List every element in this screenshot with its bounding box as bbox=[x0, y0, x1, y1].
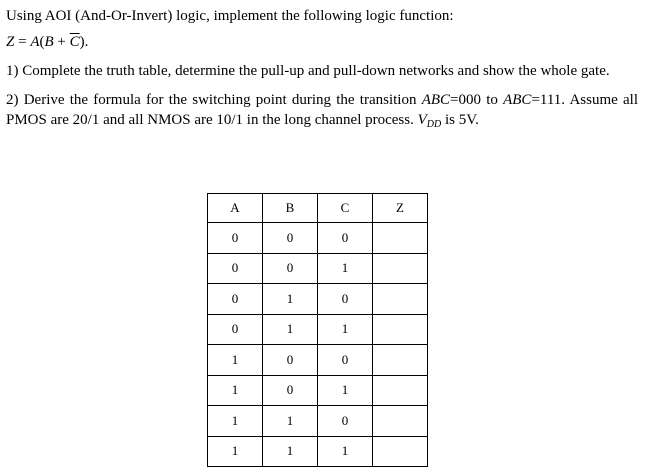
truth-table-header-row bbox=[208, 194, 428, 223]
item-2-part3: is 5V. bbox=[441, 112, 479, 128]
cell-b: 1 bbox=[263, 406, 318, 437]
intro-text: Using AOI (And-Or-Invert) logic, implement the following logic function: bbox=[6, 8, 454, 24]
formula-a: A bbox=[30, 34, 40, 50]
item-2-text bbox=[6, 90, 638, 135]
truth-table bbox=[207, 193, 428, 467]
cell-c: 1 bbox=[318, 375, 373, 406]
logic-formula bbox=[6, 32, 638, 52]
table-row bbox=[208, 253, 428, 284]
cell-a: 1 bbox=[208, 375, 263, 406]
vdd-symbol: V bbox=[417, 112, 427, 128]
cell-b: 1 bbox=[263, 284, 318, 315]
formula-plus: + bbox=[53, 34, 70, 50]
table-row bbox=[208, 314, 428, 345]
table-row bbox=[208, 284, 428, 315]
cell-z[interactable] bbox=[373, 253, 428, 284]
table-row bbox=[208, 406, 428, 437]
cell-b: 0 bbox=[263, 375, 318, 406]
table-row bbox=[208, 223, 428, 254]
cell-a: 0 bbox=[208, 284, 263, 315]
item-2-abc1: ABC bbox=[421, 92, 451, 108]
formula-b: B bbox=[44, 34, 54, 50]
document bbox=[6, 6, 638, 144]
cell-a: 1 bbox=[208, 345, 263, 376]
table-row bbox=[208, 375, 428, 406]
cell-c: 1 bbox=[318, 253, 373, 284]
cell-z[interactable] bbox=[373, 406, 428, 437]
item-2-val1: =000 to bbox=[450, 92, 504, 108]
cell-c: 1 bbox=[318, 314, 373, 345]
cell-z[interactable] bbox=[373, 375, 428, 406]
cell-z[interactable] bbox=[373, 223, 428, 254]
formula-eq: = bbox=[14, 34, 31, 50]
cell-z[interactable] bbox=[373, 314, 428, 345]
item-2-val2: =111. Assume all PMOS are 20/1 and all NMOS are 10/1 in the long channel process. bbox=[6, 92, 638, 128]
cell-z[interactable] bbox=[373, 345, 428, 376]
header-b: B bbox=[263, 194, 318, 223]
cell-a: 0 bbox=[208, 314, 263, 345]
formula-open: ( bbox=[39, 34, 45, 50]
table-row bbox=[208, 345, 428, 376]
cell-b: 0 bbox=[263, 223, 318, 254]
cell-a: 0 bbox=[208, 223, 263, 254]
cell-b: 0 bbox=[263, 345, 318, 376]
header-c: C bbox=[318, 194, 373, 223]
header-z: Z bbox=[373, 194, 428, 223]
cell-a: 1 bbox=[208, 436, 263, 467]
cell-c: 0 bbox=[318, 223, 373, 254]
cell-c: 0 bbox=[318, 406, 373, 437]
cell-z[interactable] bbox=[373, 284, 428, 315]
cell-a: 1 bbox=[208, 406, 263, 437]
formula-c-bar: $\overline{C}$ bbox=[69, 34, 80, 50]
cell-c: 0 bbox=[318, 284, 373, 315]
cell-b: 1 bbox=[263, 436, 318, 467]
item-2-part1: 2) Derive the formula for the switching point during the transition bbox=[6, 92, 422, 108]
item-1-text: 1) Complete the truth table, determine the pull-up and pull-down networks and show the whole gate. bbox=[6, 63, 610, 79]
cell-c: 0 bbox=[318, 345, 373, 376]
cell-c: 1 bbox=[318, 436, 373, 467]
vdd-subscript: DD bbox=[426, 119, 442, 130]
cell-a: 0 bbox=[208, 253, 263, 284]
cell-b: 1 bbox=[263, 314, 318, 345]
header-a: A bbox=[208, 194, 263, 223]
formula-close: ). bbox=[79, 34, 89, 50]
formula-z: Z bbox=[6, 34, 15, 50]
item-2-abc2: ABC bbox=[503, 92, 532, 108]
cell-b: 0 bbox=[263, 253, 318, 284]
